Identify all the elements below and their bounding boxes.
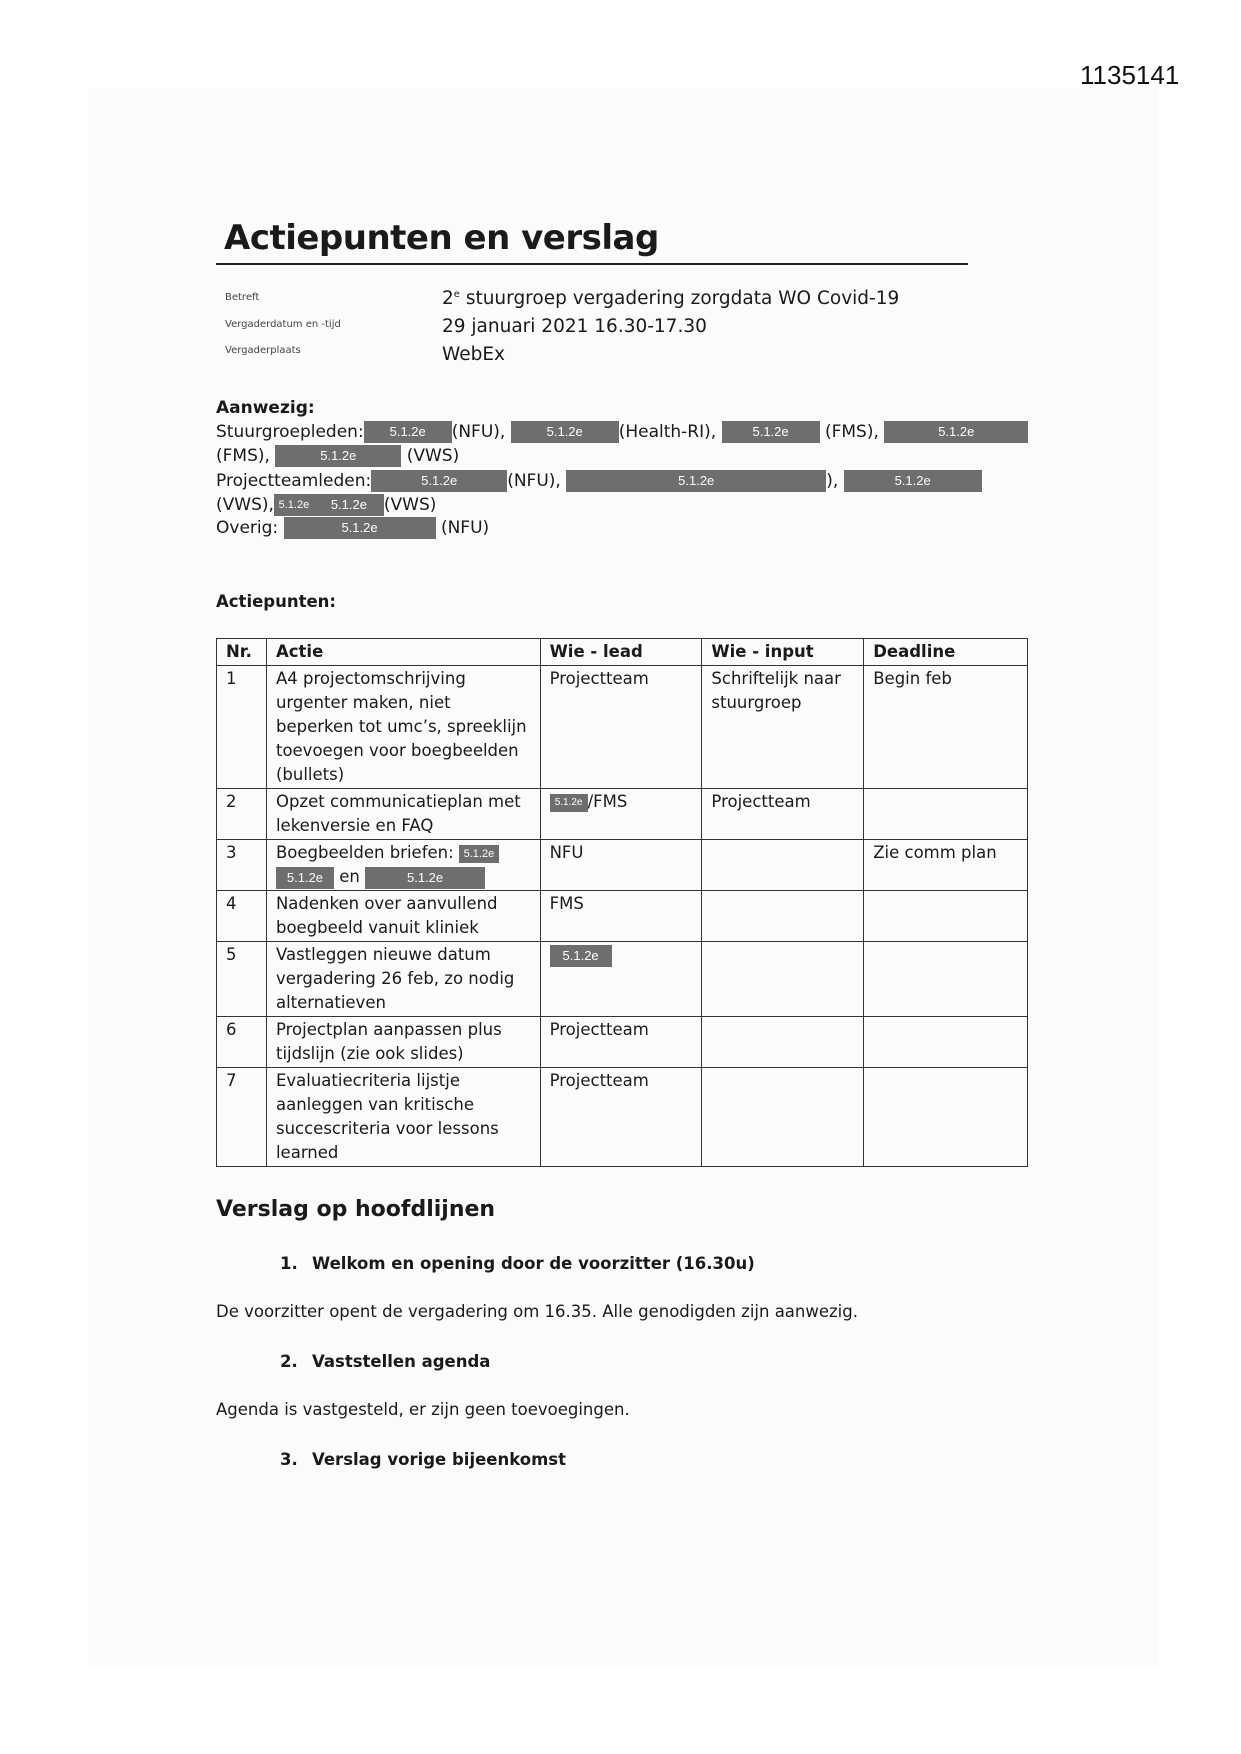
cell-nr: 7 [217, 1068, 267, 1167]
attendance-projectteam-line1: Projectteamleden: 5.1.2e (NFU), 5.1.2e ), 5.1.2e [216, 470, 982, 492]
redaction-block: 5.1.2e [566, 470, 826, 492]
cell-deadline [864, 1017, 1028, 1068]
cell-deadline [864, 1068, 1028, 1167]
cell-lead: 5.1.2e /FMS [540, 789, 702, 840]
attendance-stuurgroep-line2: (FMS), 5.1.2e (VWS) [216, 446, 460, 466]
table-row [217, 942, 1028, 1017]
cell-input [702, 1068, 864, 1167]
header-nr: Nr. [217, 639, 267, 666]
cell-actie: Vastleggen nieuwe datum vergadering 26 feb, zo nodig alternatieven [266, 942, 540, 1017]
cell-lead: Projectteam [540, 1068, 702, 1167]
cell-nr: 5 [217, 942, 267, 1017]
redaction-block: 5.1.2e [884, 421, 1028, 443]
cell-deadline [864, 942, 1028, 1017]
table-row [217, 840, 1028, 891]
actions-table [216, 638, 1028, 1167]
cell-actie: Nadenken over aanvullend boegbeeld vanuit kliniek [266, 891, 540, 942]
cell-deadline: Begin feb [864, 666, 1028, 789]
cell-nr: 4 [217, 891, 267, 942]
table-row [217, 789, 1028, 840]
cell-input [702, 840, 864, 891]
cell-lead: Projectteam [540, 1017, 702, 1068]
meta-value-betreft: 2e stuurgroep vergadering zorgdata WO Covid-19 [442, 288, 900, 309]
redaction-block: 5.1.2e [364, 421, 452, 443]
meta-label-plaats: Vergaderplaats [225, 345, 301, 356]
table-row [217, 1017, 1028, 1068]
cell-deadline: Zie comm plan [864, 840, 1028, 891]
redaction-block: 5.1.2e [371, 470, 507, 492]
cell-actie: Boegbeelden briefen: 5.1.2e 5.1.2e en 5.1.2e [266, 840, 540, 891]
meta-value-datum: 29 januari 2021 16.30-17.30 [442, 316, 707, 337]
table-header-row [217, 639, 1028, 666]
table-row [217, 1068, 1028, 1167]
cell-lead: FMS [540, 891, 702, 942]
table-row [217, 891, 1028, 942]
cell-lead [540, 942, 702, 1017]
redaction-block: 5.1.2e [275, 445, 401, 467]
report-heading: Verslag op hoofdlijnen [216, 1197, 496, 1222]
page-title: Actiepunten en verslag [224, 218, 659, 258]
table-row [217, 666, 1028, 789]
redaction-block: 5.1.2e [284, 517, 436, 539]
redaction-block: 5.1.2e [844, 470, 982, 492]
report-item-text: Agenda is vastgesteld, er zijn geen toevoegingen. [216, 1400, 630, 1419]
cell-input: Schriftelijk naar stuurgroep [702, 666, 864, 789]
redaction-block: 5.1.2e [511, 421, 619, 443]
cell-nr: 1 [217, 666, 267, 789]
cell-nr: 3 [217, 840, 267, 891]
cell-nr: 6 [217, 1017, 267, 1068]
redaction-block: 5.1.2e [276, 867, 334, 889]
cell-nr: 2 [217, 789, 267, 840]
redaction-block: 5.1.2e [722, 421, 820, 443]
meta-label-datum: Vergaderdatum en -tijd [225, 319, 341, 330]
redaction-block: 5.1.2e [550, 794, 588, 812]
cell-input [702, 942, 864, 1017]
report-item-text: De voorzitter opent de vergadering om 16.35. Alle genodigden zijn aanwezig. [216, 1302, 858, 1321]
cell-actie: A4 projectomschrijving urgenter maken, niet beperken tot umc’s, spreeklijn toevoegen voor boegbeelden (bullets) [266, 666, 540, 789]
redaction-block: 5.1.2e [274, 494, 314, 516]
header-wie-lead: Wie - lead [540, 639, 702, 666]
cell-input: Projectteam [702, 789, 864, 840]
attendance-overig-line: Overig: 5.1.2e (NFU) [216, 518, 490, 538]
cell-lead: NFU [540, 840, 702, 891]
attendance-stuurgroep-line1: Stuurgroepleden: 5.1.2e (NFU), 5.1.2e (Health-RI), 5.1.2e (FMS), 5.1.2e [216, 421, 1028, 443]
attendance-heading: Aanwezig: [216, 398, 315, 418]
report-item-heading: 2. Vaststellen agenda [280, 1352, 491, 1371]
cell-lead: Projectteam [540, 666, 702, 789]
cell-actie: Evaluatiecriteria lijstje aanleggen van kritische succescriteria voor lessons learned [266, 1068, 540, 1167]
meta-value-plaats: WebEx [442, 344, 505, 365]
cell-actie: Opzet communicatieplan met lekenversie en FAQ [266, 789, 540, 840]
header-wie-input: Wie - input [702, 639, 864, 666]
cell-input [702, 891, 864, 942]
cell-actie: Projectplan aanpassen plus tijdslijn (zie ook slides) [266, 1017, 540, 1068]
report-item-heading: 1. Welkom en opening door de voorzitter (16.30u) [280, 1254, 755, 1273]
actions-heading: Actiepunten: [216, 592, 337, 611]
cell-deadline [864, 789, 1028, 840]
redaction-block: 5.1.2e [459, 845, 499, 863]
header-deadline: Deadline [864, 639, 1028, 666]
cell-deadline [864, 891, 1028, 942]
attendance-projectteam-line2: (VWS), 5.1.2e 5.1.2e (VWS) [216, 495, 437, 515]
redaction-block: 5.1.2e [365, 867, 485, 889]
cell-input [702, 1017, 864, 1068]
document-id: 1135141 [1080, 60, 1180, 90]
redaction-block: 5.1.2e [314, 494, 384, 516]
report-item-heading: 3. Verslag vorige bijeenkomst [280, 1450, 567, 1469]
redaction-block: 5.1.2e [550, 945, 612, 967]
meta-label-betreft: Betreft [225, 292, 260, 303]
title-underline [216, 263, 968, 265]
header-actie: Actie [266, 639, 540, 666]
